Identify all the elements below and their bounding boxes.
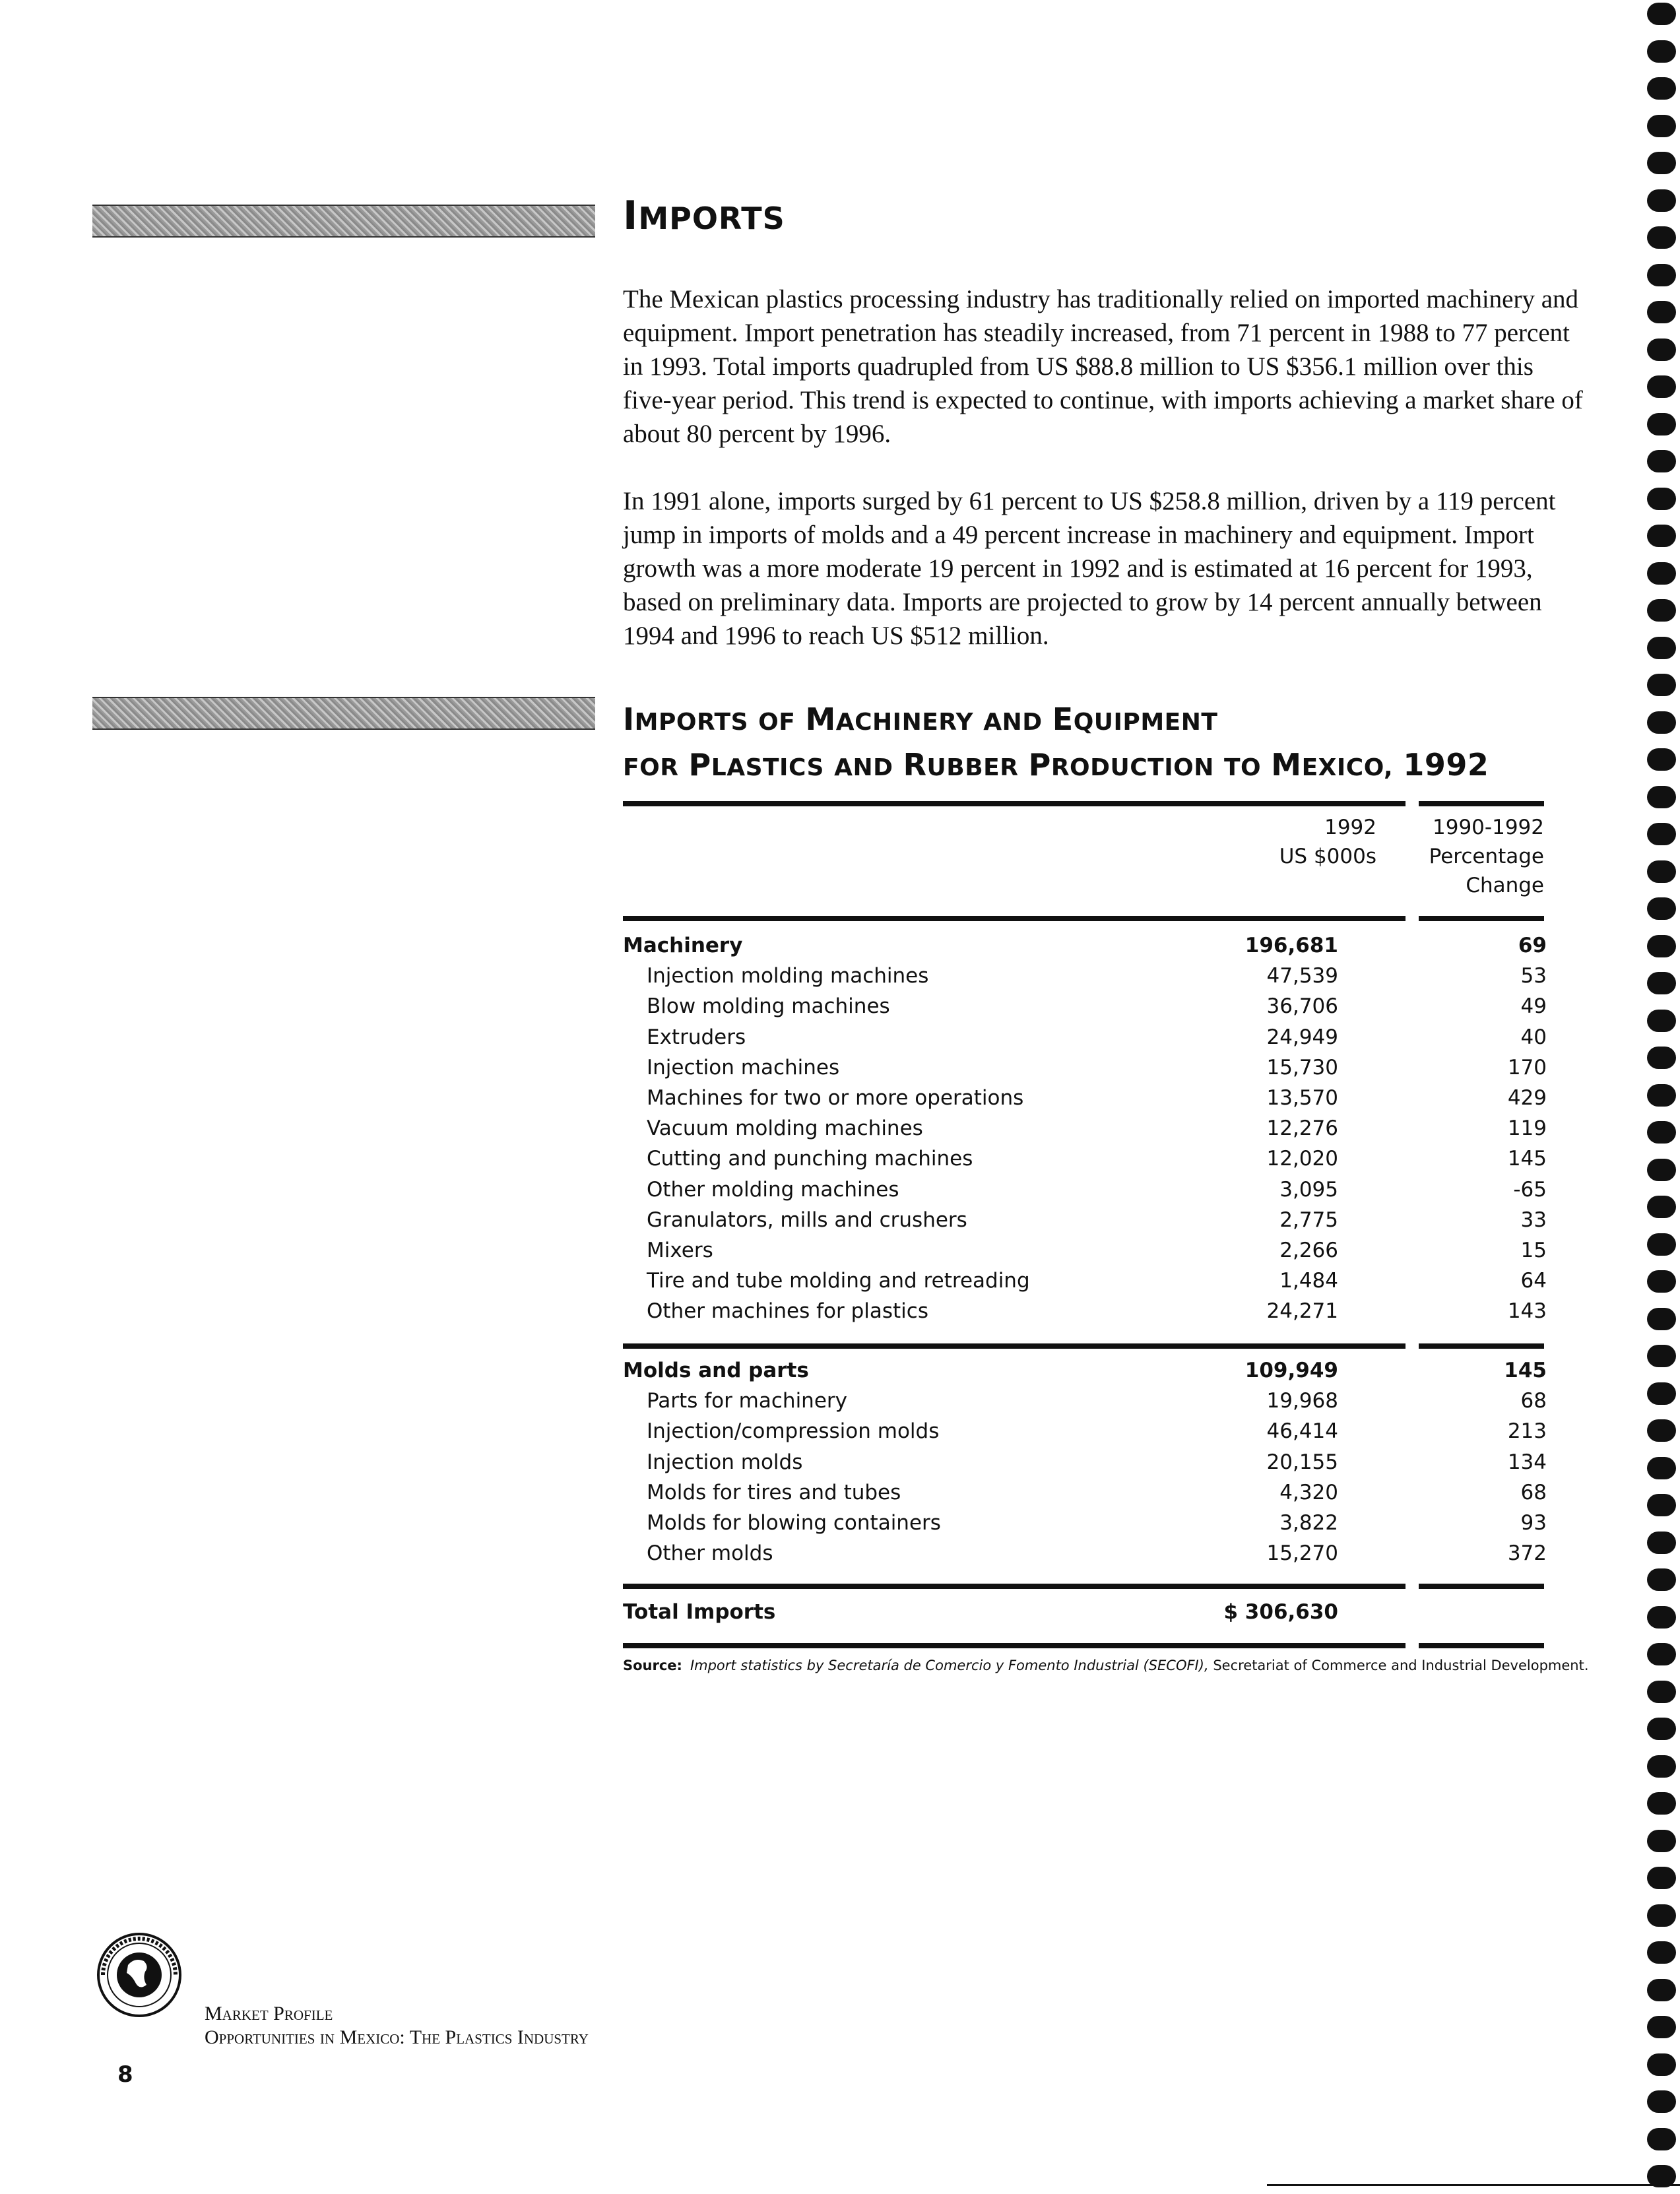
row-label: Extruders: [647, 1025, 746, 1049]
binding-hole: [1647, 972, 1676, 994]
table-marker-bar: [92, 697, 595, 730]
column-header-1992-line-2: US $000s: [1279, 845, 1376, 868]
value-1992: 2,775: [1279, 1208, 1338, 1232]
value-1992: 13,570: [1266, 1086, 1338, 1110]
table-row: [623, 1477, 1547, 1508]
value-percent-change: 372: [1507, 1541, 1547, 1566]
source-plain-text: Secretariat of Commerce and Industrial Development.: [1213, 1658, 1589, 1673]
value-1992: 20,155: [1266, 1450, 1338, 1474]
table-row: [623, 1538, 1547, 1568]
binding-hole: [1647, 1308, 1676, 1330]
binding-hole: [1647, 152, 1676, 174]
value-percent-change: -65: [1513, 1177, 1547, 1202]
binding-hole: [1647, 1196, 1676, 1218]
footer-line-1: Market Profile: [205, 2003, 333, 2024]
table-row: [623, 1386, 1547, 1416]
value-percent-change: 143: [1507, 1299, 1547, 1324]
row-label: Injection/compression molds: [647, 1419, 940, 1444]
table-top-rule-col2: [1419, 801, 1544, 806]
binding-hole: [1647, 450, 1676, 472]
table-row: [623, 1205, 1547, 1235]
binding-hole: [1647, 1121, 1676, 1144]
binding-hole: [1647, 1010, 1676, 1032]
value-percent-change: 145: [1507, 1147, 1547, 1171]
row-label: Machines for two or more operations: [647, 1086, 1024, 1110]
value-percent-change: 15: [1520, 1239, 1547, 1262]
binding-hole: [1647, 1382, 1676, 1405]
value-1992: 12,276: [1266, 1116, 1338, 1141]
row-label: Total Imports: [623, 1600, 776, 1624]
binding-hole: [1647, 375, 1676, 398]
row-label: Molds for blowing containers: [647, 1511, 941, 1535]
table-row: [623, 1113, 1547, 1144]
binding-hole: [1647, 1904, 1676, 1927]
footer-line-2: Opportunities in Mexico: The Plastics Industry: [205, 2026, 589, 2048]
value-percent-change: 69: [1518, 934, 1547, 957]
value-1992: 2,266: [1279, 1239, 1338, 1262]
binding-hole: [1647, 301, 1676, 323]
value-percent-change: 40: [1520, 1025, 1547, 1049]
table-total-row: [623, 1597, 1547, 1627]
table-title-line-1: IMPORTS OF MACHINERY AND EQUIPMENT: [623, 701, 1218, 737]
value-1992: 47,539: [1266, 964, 1338, 988]
binding-hole: [1647, 1494, 1676, 1516]
value-percent-change: 429: [1507, 1086, 1547, 1110]
value-percent-change: 49: [1520, 994, 1547, 1019]
row-label: Injection molding machines: [647, 964, 929, 988]
binding-hole: [1647, 2053, 1676, 2076]
value-1992: 19,968: [1266, 1389, 1338, 1413]
table-row: [623, 1052, 1547, 1083]
value-percent-change: 170: [1507, 1055, 1547, 1080]
binding-hole: [1647, 786, 1676, 808]
value-percent-change: 68: [1520, 1480, 1547, 1504]
table-row: [623, 1296, 1547, 1326]
value-1992: 24,949: [1266, 1025, 1338, 1049]
table-top-rule: [623, 801, 1405, 806]
table-row: [623, 1175, 1547, 1205]
binding-hole: [1647, 935, 1676, 957]
source-italic-text: Import statistics by Secretaría de Comercio y Fomento Industrial (SECOFI),: [690, 1658, 1209, 1673]
binding-hole: [1647, 2090, 1676, 2113]
table-group-row: [623, 930, 1547, 961]
table-row: [623, 1508, 1547, 1538]
binding-hole: [1647, 189, 1676, 212]
body-paragraph-1: The Mexican plastics processing industry has traditionally relied on imported machinery and equipment. Import penetration has steadily increased, from 71 percent in 1988 to 77 percent in 1993. Total imports quadrupled from US $88.8 million to US $356.1 million over this five-year period. This trend is expected to continue, with imports achieving a market share of about 80 percent by 1996.: [623, 285, 1583, 448]
value-1992: 15,270: [1266, 1541, 1338, 1566]
page-title: [623, 193, 785, 239]
title-initial: I: [623, 193, 639, 239]
table-row: [623, 961, 1547, 991]
page-number: 8: [117, 2061, 133, 2088]
value-percent-change: 33: [1520, 1208, 1547, 1232]
table-row: [623, 1235, 1547, 1266]
row-label: Injection molds: [647, 1450, 803, 1474]
row-label: Tire and tube molding and retreading: [647, 1269, 1030, 1293]
table-row: [623, 1144, 1547, 1174]
column-header-change-line-1: 1990-1992: [1433, 816, 1544, 839]
row-label: Granulators, mills and crushers: [647, 1208, 967, 1232]
binding-hole: [1647, 1233, 1676, 1256]
row-label: Mixers: [647, 1239, 713, 1262]
column-header-1992-line-1: 1992: [1324, 816, 1376, 839]
binding-hole: [1647, 1606, 1676, 1629]
binding-hole: [1647, 860, 1676, 883]
value-percent-change: 64: [1520, 1269, 1547, 1293]
binding-hole: [1647, 1457, 1676, 1479]
row-label: Cutting and punching machines: [647, 1147, 973, 1171]
footer-text: [205, 2002, 589, 2049]
binding-hole: [1647, 1084, 1676, 1107]
binding-hole: [1647, 339, 1676, 361]
title-rest: MPORTS: [638, 201, 785, 236]
value-percent-change: 134: [1507, 1450, 1547, 1474]
binding-hole: [1647, 1643, 1676, 1665]
row-label: Injection machines: [647, 1055, 840, 1080]
value-percent-change: 53: [1520, 964, 1547, 988]
table-bottom-rule-col2: [1419, 1643, 1544, 1648]
value-1992: 4,320: [1279, 1480, 1338, 1504]
table-row: [623, 1447, 1547, 1477]
binding-hole: [1647, 1979, 1676, 2001]
value-percent-change: 119: [1507, 1116, 1547, 1141]
row-label: Parts for machinery: [647, 1389, 847, 1413]
value-1992: 12,020: [1266, 1147, 1338, 1171]
row-label: Other molding machines: [647, 1177, 899, 1202]
binding-hole: [1647, 711, 1676, 734]
row-label: Vacuum molding machines: [647, 1116, 923, 1141]
table-row: [623, 1266, 1547, 1296]
value-1992: 36,706: [1266, 994, 1338, 1019]
row-label: Blow molding machines: [647, 994, 890, 1019]
binding-hole: [1647, 562, 1676, 585]
value-percent-change: 213: [1507, 1419, 1547, 1444]
value-1992: 24,271: [1266, 1299, 1338, 1324]
binding-hole: [1647, 1941, 1676, 1964]
binding-hole: [1647, 1867, 1676, 1889]
value-1992: 109,949: [1244, 1359, 1338, 1382]
table-group-row: [623, 1355, 1547, 1386]
binding-hole: [1647, 1718, 1676, 1740]
binding-hole: [1647, 1270, 1676, 1293]
binding-hole: [1647, 488, 1676, 510]
table-row: [623, 991, 1547, 1021]
source-note: [623, 1658, 1599, 1673]
section-rule-2-col2: [1419, 1584, 1544, 1589]
row-label: Other molds: [647, 1541, 773, 1566]
row-label: Other machines for plastics: [647, 1299, 928, 1324]
binding-hole: [1647, 3, 1676, 25]
binding-hole: [1647, 1345, 1676, 1367]
column-header-change: [1392, 813, 1544, 900]
table-row: [623, 1083, 1547, 1113]
binding-hole: [1647, 77, 1676, 100]
value-percent-change: 68: [1520, 1389, 1547, 1413]
binding-hole: [1647, 637, 1676, 659]
binding-hole: [1647, 748, 1676, 771]
body-paragraph-2: In 1991 alone, imports surged by 61 percent to US $258.8 million, driven by a 119 percent jump in imports of molds and a 49 percent increase in machinery and equipment. Import growth was a more moderate 19 percent in 1992 and is estimated at 16 percent for 1993, based on preliminary data. Imports are projected to grow by 14 percent annually between 1994 and 1996 to reach US $512 million.: [623, 487, 1556, 650]
column-header-change-line-2: Percentage: [1429, 845, 1544, 868]
bottom-edge-line: [1267, 2184, 1680, 2186]
nafta-globe-seal-icon: [96, 1932, 182, 2018]
binding-hole: [1647, 115, 1676, 137]
binding-hole: [1647, 897, 1676, 920]
binding-hole: [1647, 1047, 1676, 1069]
column-header-1992: [1188, 813, 1376, 871]
header-rule-col2: [1419, 916, 1544, 921]
binding-hole: [1647, 1681, 1676, 1703]
source-label: Source:: [623, 1658, 682, 1673]
row-label: Molds and parts: [623, 1359, 809, 1382]
row-label: Machinery: [623, 934, 743, 957]
table-title: [623, 698, 1489, 789]
binding-hole: [1647, 2128, 1676, 2150]
binding-hole: [1647, 1755, 1676, 1778]
binding-hole: [1647, 1419, 1676, 1442]
value-1992: 15,730: [1266, 1055, 1338, 1080]
row-label: Molds for tires and tubes: [647, 1480, 901, 1504]
value-percent-change: 145: [1504, 1359, 1547, 1382]
value-1992: 1,484: [1279, 1269, 1338, 1293]
binding-hole: [1647, 264, 1676, 286]
binding-hole: [1647, 823, 1676, 845]
section-marker-bar: [92, 205, 595, 238]
binding-hole: [1647, 674, 1676, 696]
section-rule-1-col2: [1419, 1343, 1544, 1349]
spiral-binding: [1642, 0, 1680, 2194]
binding-hole: [1647, 40, 1676, 63]
binding-hole: [1647, 599, 1676, 622]
binding-hole: [1647, 413, 1676, 436]
section-rule-2: [623, 1584, 1405, 1589]
binding-hole: [1647, 1830, 1676, 1852]
value-1992: $ 306,630: [1223, 1600, 1338, 1624]
binding-hole: [1647, 1532, 1676, 1554]
value-1992: 3,095: [1279, 1177, 1338, 1202]
value-1992: 3,822: [1279, 1511, 1338, 1535]
header-rule: [623, 916, 1405, 921]
section-rule-1: [623, 1343, 1405, 1349]
binding-hole: [1647, 226, 1676, 249]
value-percent-change: 93: [1520, 1511, 1547, 1535]
value-1992: 46,414: [1266, 1419, 1338, 1444]
table-row: [623, 1022, 1547, 1052]
binding-hole: [1647, 1159, 1676, 1181]
table-title-line-2: FOR PLASTICS AND RUBBER PRODUCTION TO MEXICO, 1992: [623, 747, 1489, 783]
table-bottom-rule: [623, 1643, 1405, 1648]
binding-hole: [1647, 1792, 1676, 1815]
binding-hole: [1647, 2016, 1676, 2038]
column-header-change-line-3: Change: [1466, 874, 1544, 897]
table-row: [623, 1416, 1547, 1446]
value-1992: 196,681: [1244, 934, 1338, 957]
binding-hole: [1647, 525, 1676, 547]
binding-hole: [1647, 1568, 1676, 1591]
